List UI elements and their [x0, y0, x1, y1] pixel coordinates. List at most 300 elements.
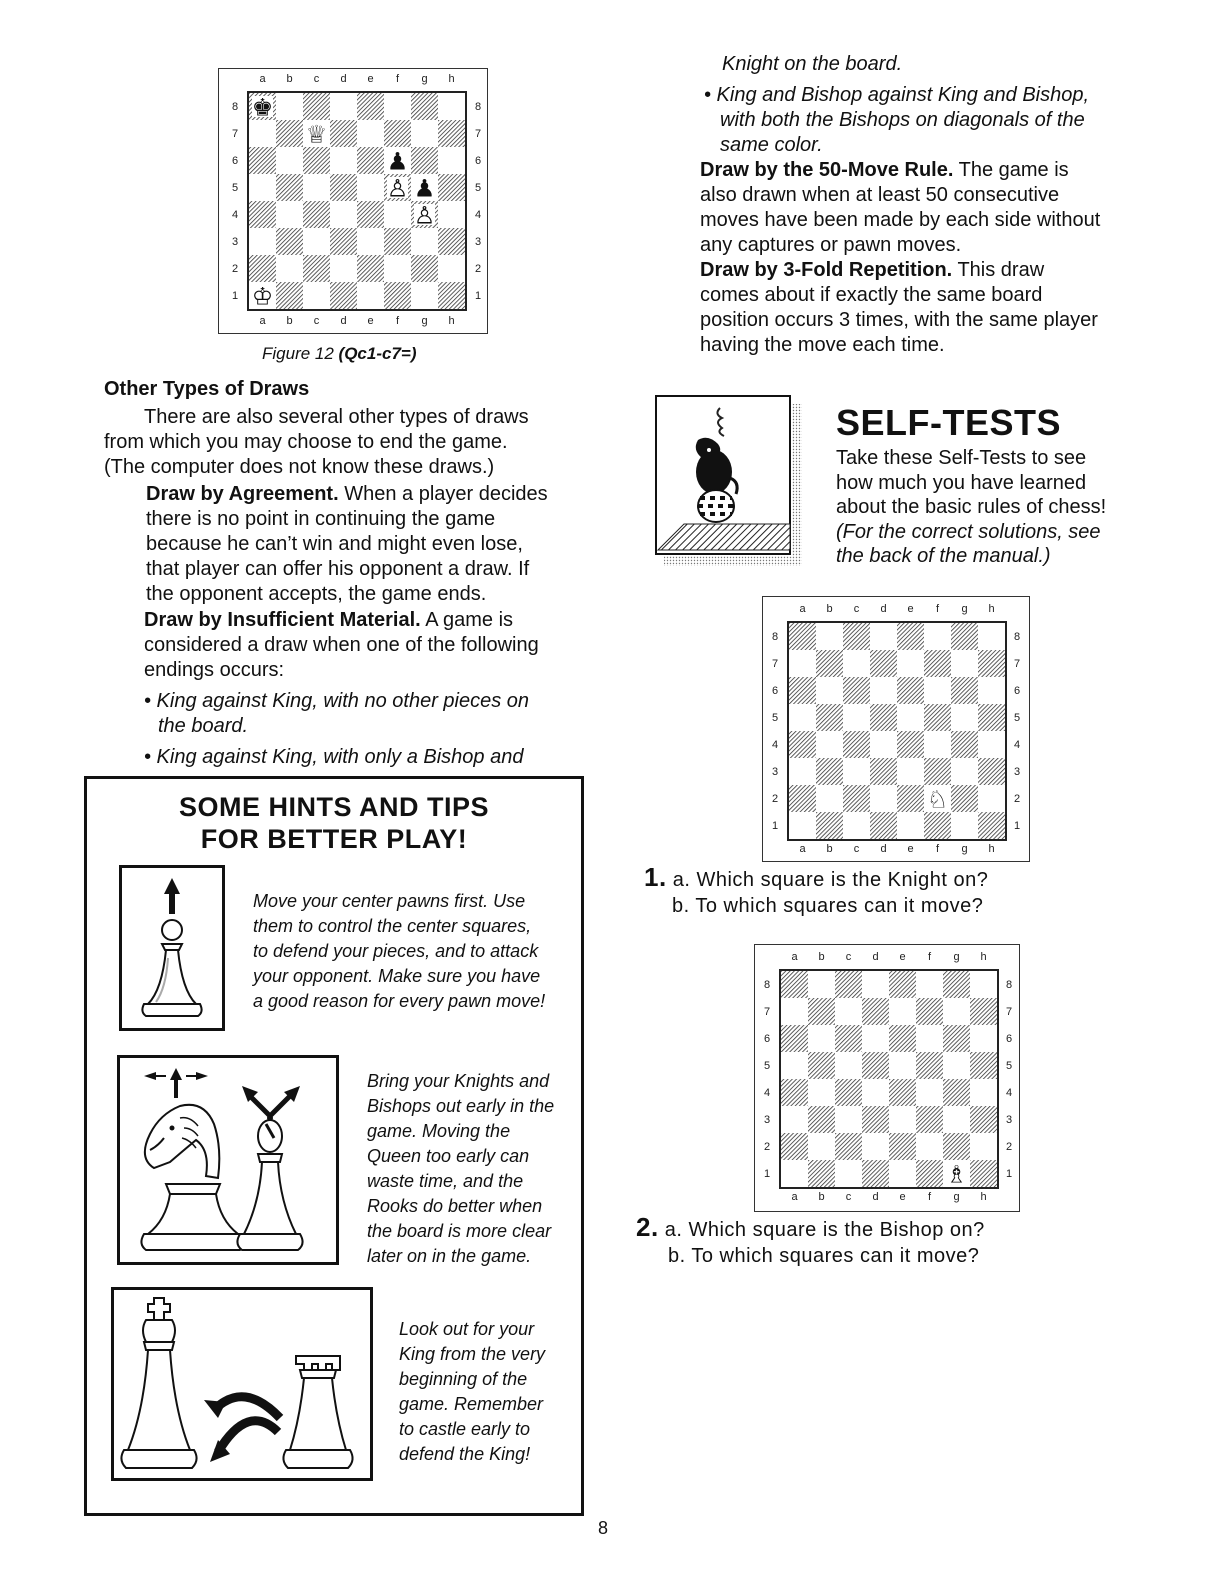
rank-label: 1: [771, 819, 779, 832]
dark-square: [897, 623, 924, 650]
light-square: [808, 1025, 835, 1052]
tip-line: Rooks do better when: [367, 1196, 543, 1216]
light-square: [897, 704, 924, 731]
light-square: [438, 147, 465, 174]
figure-12-board-frame: [218, 68, 488, 334]
file-label: g: [961, 603, 968, 615]
light-square: [816, 623, 843, 650]
file-label: c: [313, 315, 320, 327]
rank-label: 6: [231, 154, 239, 167]
rank-label: 1: [474, 289, 482, 302]
light-square: [843, 812, 870, 839]
dark-square: [970, 1052, 997, 1079]
hints-title: [87, 791, 581, 855]
file-label: f: [927, 951, 932, 963]
light-square: [862, 1079, 889, 1106]
other-draws-heading: Other Types of Draws: [104, 378, 310, 400]
dark-square: [843, 731, 870, 758]
light-square: [916, 1079, 943, 1106]
tip-3-castling-frame: [111, 1287, 373, 1481]
file-label: a: [799, 843, 806, 855]
rank-label: 8: [231, 100, 239, 113]
file-label: f: [927, 1191, 932, 1203]
light-square: [276, 255, 303, 282]
rank-label: 4: [231, 208, 239, 221]
light-square: [384, 255, 411, 282]
agreement-line: the opponent accepts, the game ends.: [146, 583, 487, 605]
chess-piece-g5: ♟: [413, 174, 436, 203]
dark-square: [438, 282, 465, 309]
rank-label: 6: [1013, 684, 1021, 697]
dark-square: [789, 785, 816, 812]
dark-square: [357, 147, 384, 174]
dark-square: [943, 1079, 970, 1106]
dark-square: [781, 1079, 808, 1106]
dark-square: [835, 1133, 862, 1160]
rank-label: 3: [763, 1113, 771, 1126]
light-square: [835, 1052, 862, 1079]
file-label: d: [880, 603, 887, 615]
dark-square: [951, 677, 978, 704]
light-square: [835, 998, 862, 1025]
file-label: f: [935, 603, 940, 615]
dark-square: [808, 1106, 835, 1133]
light-square: [438, 93, 465, 120]
light-square: [789, 758, 816, 785]
light-square: [897, 812, 924, 839]
rank-label: 6: [1005, 1032, 1013, 1045]
light-square: [924, 677, 951, 704]
light-square: [330, 93, 357, 120]
question-1b: b. To which squares can it move?: [672, 895, 984, 917]
rank-label: 5: [1005, 1059, 1013, 1072]
light-square: [970, 1079, 997, 1106]
rank-label: 1: [763, 1167, 771, 1180]
light-square: [303, 174, 330, 201]
tip-line: Look out for your: [399, 1319, 535, 1339]
dark-square: [357, 93, 384, 120]
fifty-line: also drawn when at least 50 consecutive: [700, 184, 1060, 206]
dark-square: [816, 812, 843, 839]
rank-label: 8: [771, 630, 779, 643]
dark-square: [897, 785, 924, 812]
chess-piece-f6: ♟: [386, 147, 409, 176]
rank-label: 5: [231, 181, 239, 194]
rank-label: 5: [474, 181, 482, 194]
self-test-1-ranks-left: [765, 623, 785, 839]
file-label: d: [340, 73, 347, 85]
bullet-line: with both the Bishops on diagonals of the: [720, 109, 1085, 131]
self-test-2-files-top: [781, 951, 997, 963]
file-label: h: [980, 1191, 987, 1203]
tip-line: waste time, and the: [367, 1171, 524, 1191]
light-square: [357, 174, 384, 201]
rank-label: 4: [771, 738, 779, 751]
light-square: [276, 201, 303, 228]
king-rook-castle-icon: [114, 1290, 370, 1478]
hints-title-line-1: SOME HINTS AND TIPS: [178, 792, 490, 822]
light-square: [924, 731, 951, 758]
file-label: b: [818, 1191, 825, 1203]
tip-line: defend the King!: [399, 1444, 531, 1464]
rank-label: 7: [231, 127, 239, 140]
dark-square: [808, 1052, 835, 1079]
self-test-2-ranks-right: [999, 971, 1019, 1187]
file-label: f: [935, 843, 940, 855]
tip-1-text: [253, 889, 573, 1014]
dark-square: [303, 147, 330, 174]
dark-square: [438, 120, 465, 147]
fifty-move-title: Draw by the 50-Move Rule.: [700, 159, 954, 181]
light-square: [897, 650, 924, 677]
dark-square: [951, 623, 978, 650]
light-square: [249, 174, 276, 201]
intro-line: about the basic rules of chess!: [836, 496, 1107, 518]
insufficient-line: A game is: [420, 609, 514, 631]
file-label: d: [872, 951, 879, 963]
file-label: a: [799, 603, 806, 615]
figure-12-ranks-right: [469, 93, 487, 309]
intro-line: how much you have learned: [836, 471, 1087, 494]
light-square: [789, 704, 816, 731]
tip-line: Move your center pawns first. Use: [253, 891, 526, 911]
light-square: [781, 1106, 808, 1133]
light-square: [411, 282, 438, 309]
dark-square: [924, 812, 951, 839]
light-square: [411, 120, 438, 147]
fifty-line: moves have been made by each side without: [700, 209, 1101, 231]
file-label: g: [421, 315, 428, 327]
fifty-line: any captures or pawn moves.: [700, 234, 962, 256]
page-number: 8: [598, 1518, 609, 1538]
dark-square: [438, 228, 465, 255]
light-square: [970, 1133, 997, 1160]
rank-label: 7: [771, 657, 779, 670]
self-tests-intro: [836, 446, 1166, 569]
light-square: [411, 228, 438, 255]
tip-line: game. Moving the: [367, 1121, 511, 1141]
light-square: [916, 971, 943, 998]
dark-square: [384, 228, 411, 255]
light-square: [781, 1160, 808, 1187]
bullet-line: the board.: [158, 715, 249, 737]
dark-square: [970, 998, 997, 1025]
dark-square: [889, 971, 916, 998]
draw-continuation: [700, 52, 1160, 358]
dark-square: [276, 174, 303, 201]
tip-line: Bring your Knights and: [367, 1071, 550, 1091]
dark-square: [384, 282, 411, 309]
insufficient-title: Draw by Insufficient Material.: [144, 609, 421, 631]
rank-label: 4: [1005, 1086, 1013, 1099]
dark-square: [951, 785, 978, 812]
dark-square: [816, 704, 843, 731]
agreement-line: that player can offer his opponent a draw. If: [146, 558, 530, 580]
light-square: [816, 677, 843, 704]
light-square: [943, 1052, 970, 1079]
hints-and-tips-box: [84, 776, 584, 1516]
intro-line: (For the correct solutions, see: [836, 520, 1101, 543]
hints-title-line-2: FOR BETTER PLAY!: [200, 824, 468, 854]
dark-square: [384, 120, 411, 147]
light-square: [870, 677, 897, 704]
light-square: [808, 1079, 835, 1106]
dark-square: [249, 201, 276, 228]
rank-label: 3: [231, 235, 239, 248]
light-square: [816, 731, 843, 758]
dark-square: [978, 650, 1005, 677]
rank-label: 5: [771, 711, 779, 724]
draw-by-agreement: [146, 482, 616, 607]
dark-square: [916, 1106, 943, 1133]
dark-square: [808, 998, 835, 1025]
dark-square: [303, 255, 330, 282]
self-test-1-ranks-right: [1007, 623, 1027, 839]
caption-prefix: Figure 12: [262, 344, 339, 363]
intro-line: from which you may choose to end the game.: [104, 431, 508, 453]
rank-label: 1: [1013, 819, 1021, 832]
dark-square: [276, 120, 303, 147]
chess-piece-a1: ♔: [251, 282, 274, 309]
light-square: [276, 147, 303, 174]
dark-square: [843, 677, 870, 704]
rank-label: 8: [474, 100, 482, 113]
dark-square: [889, 1079, 916, 1106]
file-label: b: [818, 951, 825, 963]
rank-label: 7: [1005, 1005, 1013, 1018]
threefold-title: Draw by 3-Fold Repetition.: [700, 259, 953, 281]
light-square: [970, 971, 997, 998]
dark-square: [781, 971, 808, 998]
question-2a: a. Which square is the Bishop on?: [664, 1219, 985, 1241]
rank-label: 5: [763, 1059, 771, 1072]
question-2b: b. To which squares can it move?: [668, 1245, 980, 1267]
rank-label: 5: [1013, 711, 1021, 724]
light-square: [303, 228, 330, 255]
file-label: h: [980, 951, 987, 963]
self-test-1-files-bottom: [789, 843, 1005, 855]
tip-line: your opponent. Make sure you have: [253, 966, 541, 986]
light-square: [951, 812, 978, 839]
dark-square: [816, 650, 843, 677]
rank-label: 4: [1013, 738, 1021, 751]
rank-label: 7: [474, 127, 482, 140]
light-square: [951, 704, 978, 731]
dark-square: [249, 147, 276, 174]
rank-label: 3: [771, 765, 779, 778]
file-label: d: [340, 315, 347, 327]
figure-12-ranks-left: [225, 93, 245, 309]
light-square: [870, 623, 897, 650]
file-label: g: [421, 73, 428, 85]
light-square: [943, 1106, 970, 1133]
dark-square: [897, 731, 924, 758]
light-square: [916, 1025, 943, 1052]
tip-1-pawn-frame: [119, 865, 225, 1031]
light-square: [889, 1106, 916, 1133]
fifty-line: The game is: [953, 159, 1069, 181]
rank-label: 2: [474, 262, 482, 275]
agreement-line: When a player decides: [338, 483, 548, 505]
dark-square: [781, 1133, 808, 1160]
dark-square: [249, 255, 276, 282]
light-square: [916, 1133, 943, 1160]
dark-square: [808, 1160, 835, 1187]
intro-line: Take these Self-Tests to see: [836, 447, 1087, 469]
dark-square: [438, 174, 465, 201]
dark-square: [870, 812, 897, 839]
file-label: h: [988, 843, 995, 855]
light-square: [978, 677, 1005, 704]
agreement-line: because he can’t win and might even lose,: [146, 533, 523, 555]
question-1a: a. Which square is the Knight on?: [672, 869, 989, 891]
threefold-line: comes about if exactly the same board: [700, 284, 1043, 306]
bullet-line: • King against King, with no other pieces on: [144, 690, 530, 712]
dark-square: [889, 1133, 916, 1160]
light-square: [330, 255, 357, 282]
light-square: [978, 785, 1005, 812]
file-label: h: [448, 73, 455, 85]
light-square: [843, 758, 870, 785]
file-label: c: [853, 843, 860, 855]
self-tests-illustration: [654, 394, 802, 566]
dark-square: [870, 650, 897, 677]
dark-square: [411, 93, 438, 120]
file-label: h: [988, 603, 995, 615]
file-label: e: [367, 73, 374, 85]
file-label: c: [845, 1191, 852, 1203]
rank-label: 2: [771, 792, 779, 805]
dark-square: [789, 731, 816, 758]
dark-square: [330, 282, 357, 309]
light-square: [870, 785, 897, 812]
tip-2-text: [367, 1069, 577, 1269]
agreement-title: Draw by Agreement.: [146, 483, 339, 505]
light-square: [357, 228, 384, 255]
light-square: [384, 93, 411, 120]
rank-label: 6: [763, 1032, 771, 1045]
dark-square: [916, 998, 943, 1025]
file-label: g: [953, 951, 960, 963]
rank-label: 2: [1005, 1140, 1013, 1153]
dark-square: [916, 1160, 943, 1187]
question-2: [636, 1214, 1056, 1269]
rank-label: 8: [1005, 978, 1013, 991]
self-test-1-board: [787, 621, 1007, 841]
dark-square: [843, 623, 870, 650]
knight-bishop-develop-icon: [120, 1058, 336, 1262]
light-square: [357, 282, 384, 309]
light-square: [330, 147, 357, 174]
light-square: [781, 1052, 808, 1079]
dark-square: [789, 677, 816, 704]
self-test-2-ranks-left: [757, 971, 777, 1187]
dark-square: [943, 1025, 970, 1052]
light-square: [384, 201, 411, 228]
rank-label: 6: [474, 154, 482, 167]
file-label: a: [259, 73, 266, 85]
file-label: b: [286, 315, 293, 327]
light-square: [978, 731, 1005, 758]
intro-line: There are also several other types of draws: [144, 406, 529, 428]
figure-12-files-bottom: [249, 315, 465, 327]
figure-12-files-top: [249, 73, 465, 85]
dark-square: [943, 971, 970, 998]
tip-line: King from the very: [399, 1344, 546, 1364]
tip-line: them to control the center squares,: [253, 916, 532, 936]
threefold-line: having the move each time.: [700, 334, 945, 356]
dark-square: [303, 93, 330, 120]
dark-square: [870, 704, 897, 731]
dark-square: [970, 1106, 997, 1133]
dark-square: [916, 1052, 943, 1079]
rank-label: 3: [474, 235, 482, 248]
rank-label: 2: [231, 262, 239, 275]
dark-square: [862, 998, 889, 1025]
dark-square: [357, 201, 384, 228]
light-square: [781, 998, 808, 1025]
figure-12-board: [247, 91, 467, 311]
rank-label: 2: [1013, 792, 1021, 805]
dark-square: [411, 255, 438, 282]
rank-label: 4: [474, 208, 482, 221]
rank-label: 1: [231, 289, 239, 302]
file-label: b: [286, 73, 293, 85]
light-square: [303, 282, 330, 309]
insufficient-line: considered a draw when one of the following: [144, 634, 539, 656]
light-square: [835, 1106, 862, 1133]
dark-square: [303, 201, 330, 228]
file-label: g: [953, 1191, 960, 1203]
chess-piece-a8: ♚: [251, 93, 274, 122]
dark-square: [835, 1025, 862, 1052]
light-square: [943, 998, 970, 1025]
caption-move: (Qc1-c7=): [338, 344, 417, 363]
question-2-number: 2.: [636, 1212, 659, 1242]
light-square: [438, 201, 465, 228]
light-square: [870, 731, 897, 758]
file-label: c: [845, 951, 852, 963]
intro-line: the back of the manual.): [836, 545, 1051, 567]
light-square: [249, 120, 276, 147]
rank-label: 7: [1013, 657, 1021, 670]
light-square: [978, 623, 1005, 650]
light-square: [789, 812, 816, 839]
light-square: [249, 228, 276, 255]
dark-square: [276, 228, 303, 255]
dark-square: [835, 971, 862, 998]
threefold-line: position occurs 3 times, with the same player: [700, 309, 1098, 331]
light-square: [843, 650, 870, 677]
file-label: a: [791, 951, 798, 963]
light-square: [808, 971, 835, 998]
rank-label: 4: [763, 1086, 771, 1099]
dark-square: [330, 228, 357, 255]
light-square: [808, 1133, 835, 1160]
tip-line: beginning of the: [399, 1369, 528, 1389]
tip-line: game. Remember: [399, 1394, 544, 1414]
light-square: [897, 758, 924, 785]
dark-square: [943, 1133, 970, 1160]
tip-line: the board is more clear: [367, 1221, 552, 1241]
tip-line: to castle early to: [399, 1419, 531, 1439]
bullet-line: • King and Bishop against King and Bishop,: [704, 84, 1090, 106]
dark-square: [970, 1160, 997, 1187]
self-tests-title: SELF-TESTS: [836, 402, 1062, 443]
rank-label: 3: [1013, 765, 1021, 778]
agreement-line: there is no point in continuing the game: [146, 508, 496, 530]
question-1-number: 1.: [644, 862, 667, 892]
